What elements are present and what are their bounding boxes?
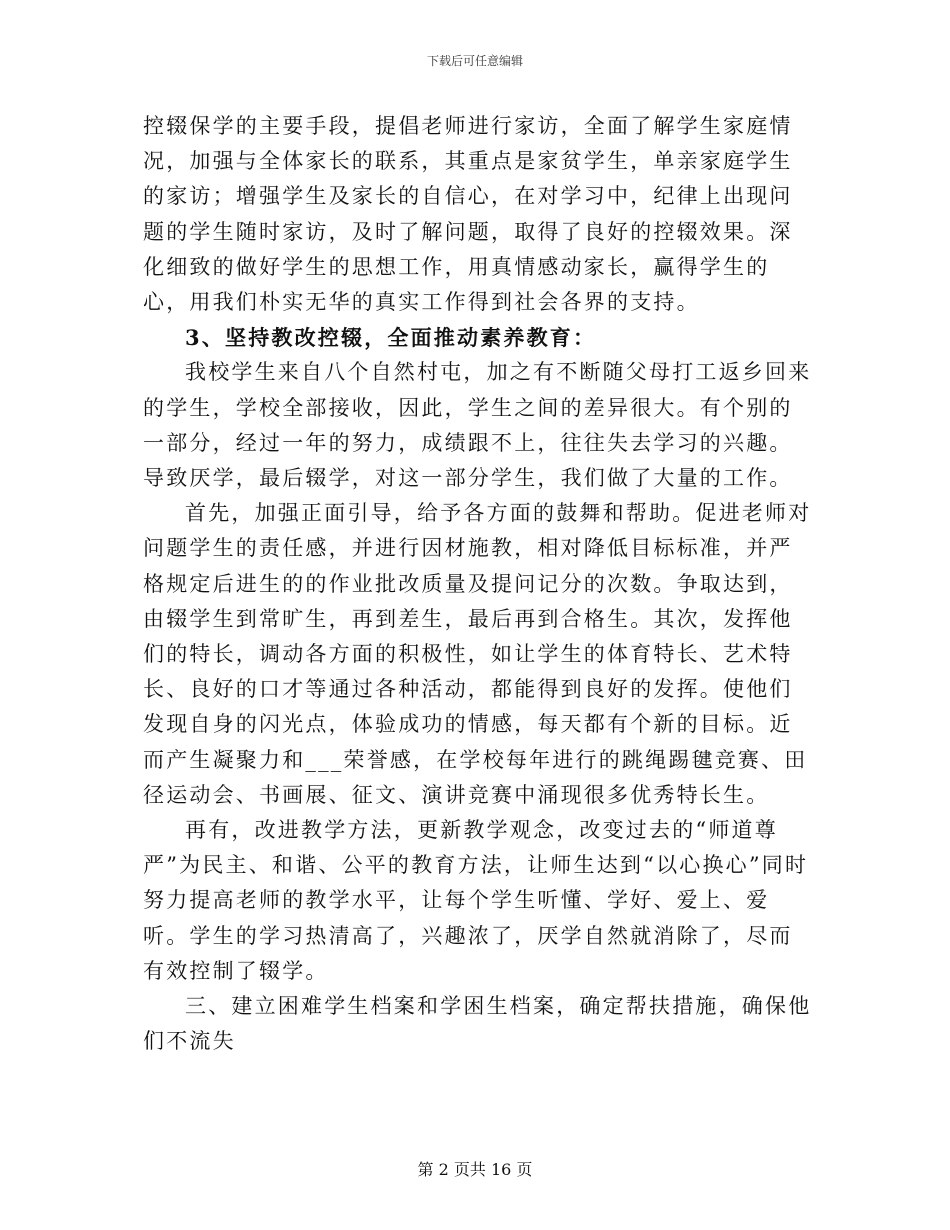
page-footer: 第 2 页共 16 页 <box>417 1160 533 1179</box>
paragraph-student-background: 我校学生来自八个自然村屯，加之有不断随父母打工返乡回来的学生，学校全部接收，因此，学生之间的差异很大。有个别的一部分，经过一年的努力，成绩跟不上，往往失去学习的兴趣。导致厌学，最后辍学，对这一部分学生，我们做了大量的工作。 <box>143 360 812 491</box>
paragraph-teaching-methods: 再有，改进教学方法，更新教学观念，改变过去的“师道尊严”为民主、和谐、公平的教育方法，让师生达到“以心换心”同时努力提高老师的教学水平，让每个学生听懂、学好、爱上、爱听。学生的学习热清高了，兴趣浓了，厌学自然就消除了，尽而有效控制了辍学。 <box>143 818 809 983</box>
paragraph-first-measures: 首先，加强正面引导，给予各方面的鼓舞和帮助。促进老师对问题学生的责任感，并进行因材施教，相对降低目标标准，并严格规定后进生的的作业批改质量及提问记分的次数。争取达到，由辍学生到常旷生，再到差生，最后再到合格生。其次，发挥他们的特长，调动各方面的积极性，如让学生的体育特长、艺术特长、良好的口才等通过各种活动，都能得到良好的发挥。使他们发现自身的闪光点，体验成功的情感，每天都有个新的目标。近而产生凝聚力和___荣誉感，在学校每年进行的跳绳踢毽竞赛、田径运动会、书画展、征文、演讲竞赛中涌现很多优秀特长生。 <box>143 501 812 807</box>
section-heading-3: 3、坚持教改控辍，全面推动素养教育： <box>185 325 597 351</box>
document-body <box>143 109 815 1059</box>
page-header: 下载后可任意编辑 <box>426 54 523 68</box>
paragraph-continuation: 控辍保学的主要手段，提倡老师进行家访，全面了解学生家庭情况，加强与全体家长的联系，其重点是家贫学生，单亲家庭学生的家访；增强学生及家长的自信心，在对学习中，纪律上出现问题的学生随时家访，及时了解问题，取得了良好的控辍效果。深化细致的做好学生的思想工作，用真情感动家长，赢得学生的心，用我们朴实无华的真实工作得到社会各界的支持。 <box>143 114 793 315</box>
paragraph-section-three: 三、建立困难学生档案和学困生档案，确定帮扶措施，确保他们不流失 <box>143 994 812 1054</box>
